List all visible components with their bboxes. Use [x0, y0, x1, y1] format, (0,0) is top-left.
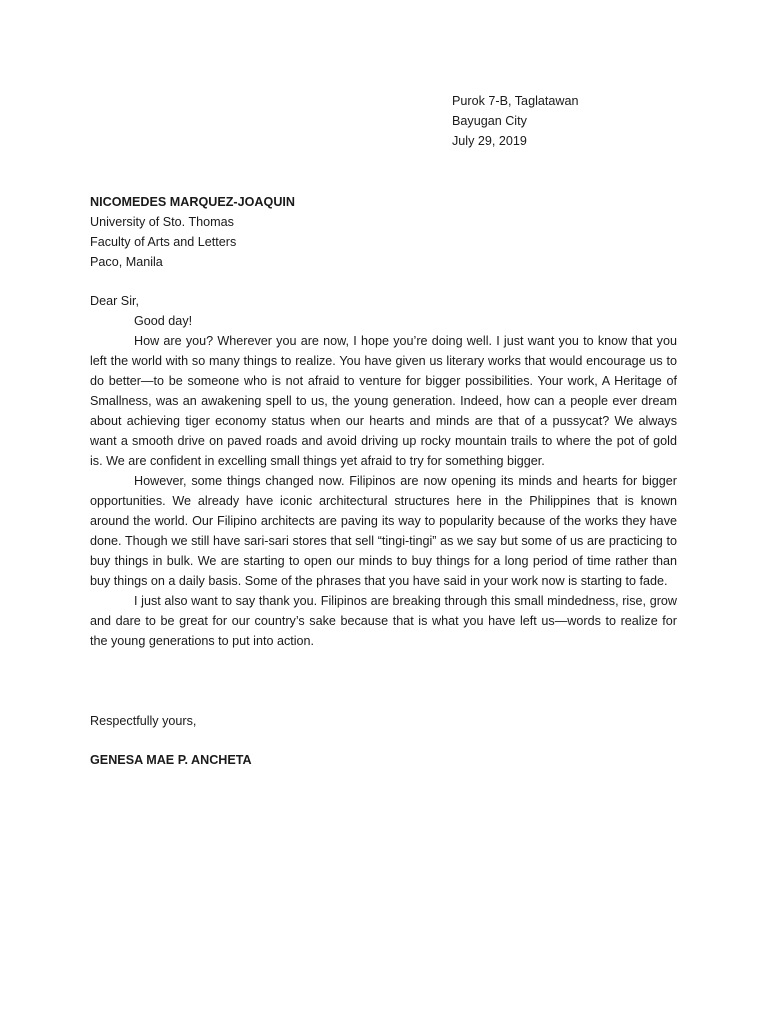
recipient-institution: University of Sto. Thomas [90, 215, 234, 229]
body-paragraph-2: However, some things changed now. Filipinos are now opening its minds and hearts for bigger opportunities. We already have iconic architectural structures here in the Philippines that is known around the world. Our Filipino architects are paving its way to popularity because of the works they have done. Though we still have sari-sari stores that sell “tingi-tingi” as we say but some of us are practicing to buy things in bulk. We are starting to open our minds to buy things for a long period of time rather than buy things on a daily basis. Some of the phrases that you have said in your work now is starting to fade. [90, 474, 677, 588]
recipient-address-block [90, 192, 590, 272]
complimentary-close: Respectfully yours, [90, 714, 197, 728]
recipient-city: Paco, Manila [90, 255, 163, 269]
sender-city: Bayugan City [452, 114, 527, 128]
body-paragraph-3: I just also want to say thank you. Filipinos are breaking through this small mindedness, rise, grow and dare to be great for our country’s sake because that is what you have left us—words to realize for the young generations to put into action. [90, 594, 677, 648]
letter-date: July 29, 2019 [452, 134, 527, 148]
body-paragraph-1: How are you? Wherever you are now, I hope you’re doing well. I just want you to know that you left the world with so many things to realize. You have given us literary works that would encourage us to do better—to be someone who is not afraid to venture for bigger possibilities. Your work, A Heritage of Smallness, was an awakening spell to us, the young generation. Indeed, how can a people ever dream about achieving tiger economy status when our hearts and minds are that of a pussycat? We always want a smooth drive on paved roads and avoid driving up rocky mountain trails to where the pot of gold is. We are confident in excelling small things yet afraid to try for something bigger. [90, 334, 677, 468]
letter-body [90, 311, 677, 651]
salutation: Dear Sir, [90, 294, 139, 308]
body-paragraph-greeting: Good day! [134, 314, 193, 328]
signature-name: GENESA MAE P. ANCHETA [90, 753, 252, 767]
sender-address-line: Purok 7-B, Taglatawan [452, 94, 579, 108]
recipient-faculty: Faculty of Arts and Letters [90, 235, 237, 249]
recipient-name: NICOMEDES MARQUEZ-JOAQUIN [90, 195, 296, 209]
sender-address-block [452, 91, 712, 151]
